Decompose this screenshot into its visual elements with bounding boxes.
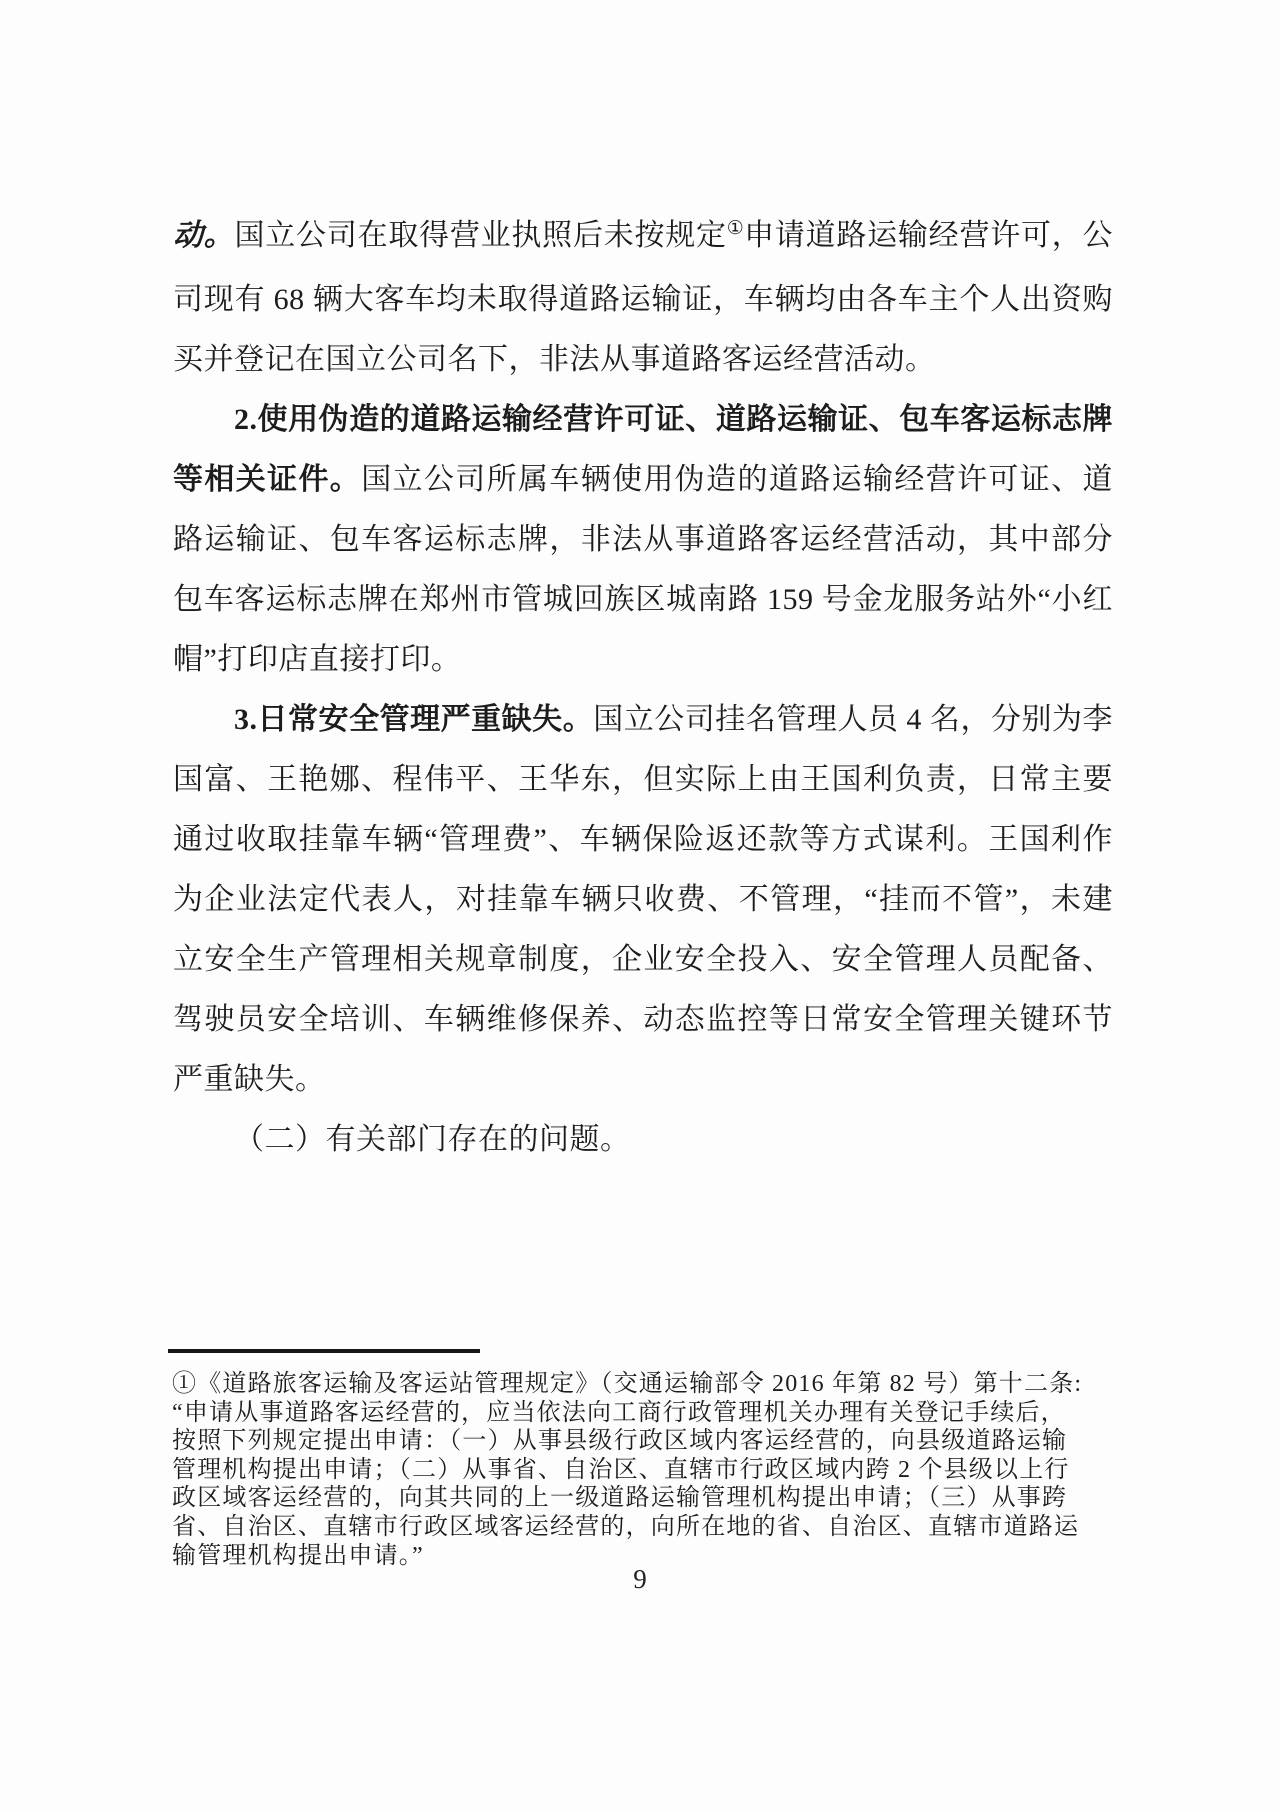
body-paragraph [173,206,1113,390]
footnote-line: 输管理机构提出申请。” [172,1542,424,1569]
text-segment: 国立公司挂名管理人员 4 名，分别为李国富、王艳娜、程伟平、王华东，但实际上由王国利负责，日常主要通过收取挂靠车辆“管理费”、车辆保险返还款等方式谋利。王国利作为企业法定代表人，对挂靠车辆只收费、不管理，“挂而不管”，未建立安全生产管理相关规章制度，企业安全投入、安全管理人员配备、驾驶员安全培训、车辆维修保养、动态监控等日常安全管理关键环节严重缺失。 [173,703,1114,1096]
text-segment: 3.日常安全管理严重缺失。 [234,703,594,736]
text-segment: 申请道路运输经营许可，公司现有 68 辆大客车均未取得道路运输证，车辆均由各车主个人出资购买并登记在国立公司名下，非法从事道路客运经营活动。 [173,219,1114,376]
document-body [173,206,1113,1170]
text-segment: 国立公司所属车辆使用伪造的道路运输经营许可证、道路运输证、包车客运标志牌，非法从事道路客运经营活动，其中部分包车客运标志牌在郑州市管城回族区城南路 159 号金龙服务站外“小红帽”打印店直接打印。 [173,463,1114,676]
text-segment: 2.使用伪造的道路运输经营许可证、道路运输证、包车客运标志牌等相关证件。 [173,403,1113,496]
footnote [172,1370,1122,1570]
footnote-reference-mark: ① [726,218,745,239]
footnote-line: 按照下列规定提出申请：（一）从事县级行政区域内客运经营的，向县级道路运输 [172,1428,1068,1455]
footnote-line: “申请从事道路客运经营的，应当依法向工商行政管理机关办理有关登记手续后， [172,1399,1066,1426]
text-segment: 国立公司在取得营业执照后未按规定 [234,219,727,252]
footnote-line: 政区域客运经营的，向其共同的上一级道路运输管理机构提出申请；（三）从事跨 [172,1485,1068,1512]
footnote-separator-line [168,1349,480,1353]
body-paragraph [173,690,1113,1110]
text-segment: 动。 [173,219,235,252]
footnote-line: 管理机构提出申请；（二）从事省、自治区、直辖市行政区域内跨 2 个县级以上行 [172,1456,1070,1483]
footnote-line: 省、自治区、直辖市行政区域客运经营的，向所在地的省、自治区、直辖市道路运 [172,1513,1080,1540]
text-segment: （二）有关部门存在的问题。 [234,1123,631,1156]
body-paragraph [173,390,1113,690]
page-number: 9 [633,1564,647,1594]
body-paragraph [173,1110,1113,1170]
footnote-line: ①《道路旅客运输及客运站管理规定》（交通运输部令 2016 年第 82 号）第十二条: [172,1371,1083,1397]
